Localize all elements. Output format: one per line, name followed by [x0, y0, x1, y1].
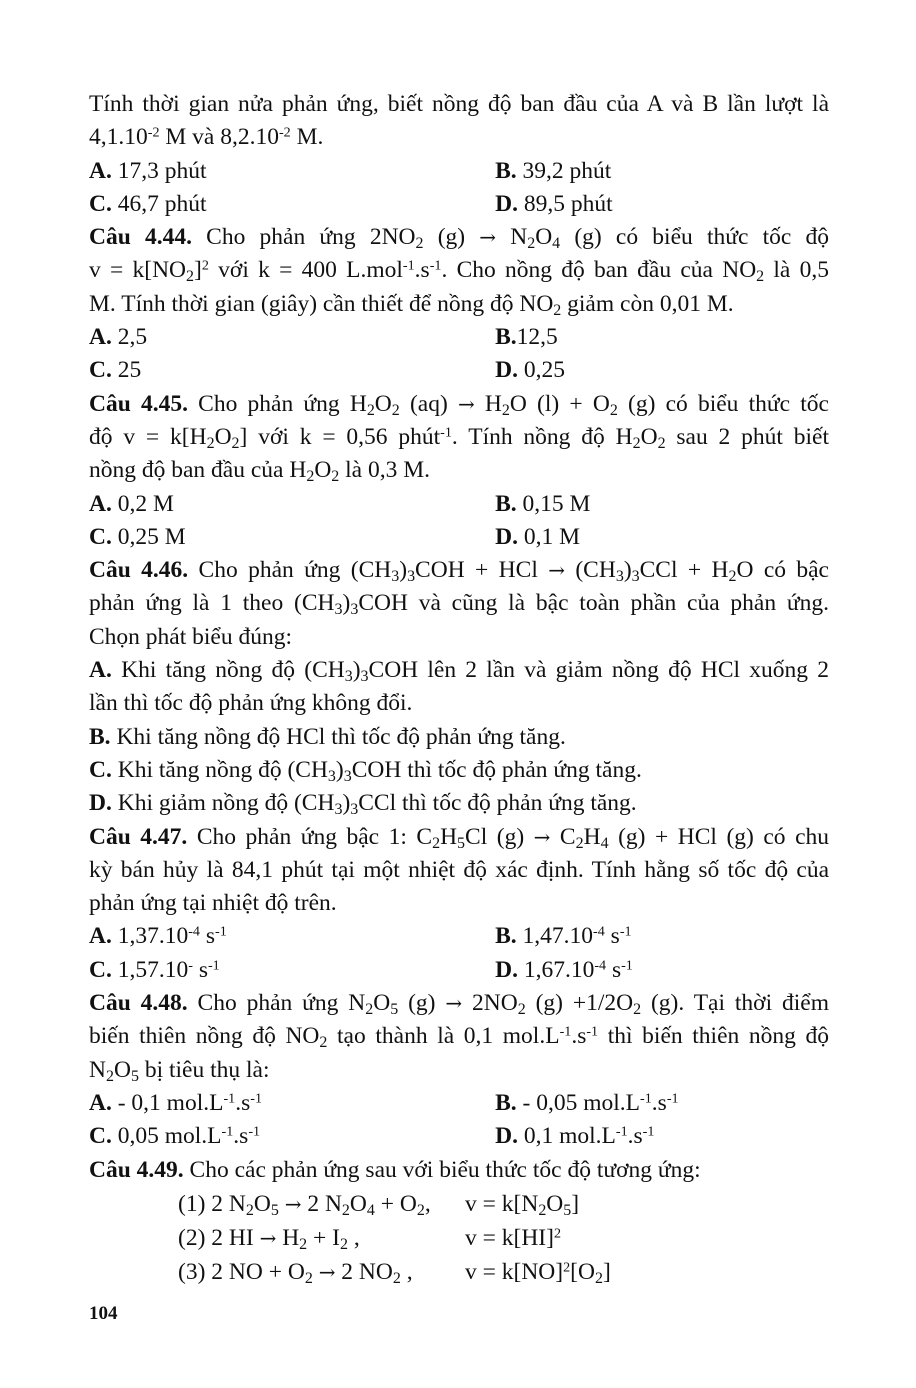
q44-stem-line2: $v = k[NO_2]^2$ với k = 400 $L.mol^{-1}.s^{-1}$. Cho nồng độ ban đầu của $NO_2$ là 0,5: [89, 257, 829, 286]
q49-reaction-2-rate: v = k[HI]$^2$: [465, 1225, 561, 1251]
q48-stem-line1: Câu 4.48. Cho phản ứng $N_2O_5$ $(g) \to 2NO_2$ $(g) +1/2O_2$ (g). Tại thời điểm: [89, 990, 830, 1018]
q45-option-d: D. 0,1 M: [495, 523, 580, 550]
q49-reaction-1-rate: $v = k[N_2O_5]$: [465, 1190, 580, 1219]
q49-reaction-3-rate: $v = k[NO]^2[O_2]$: [465, 1259, 611, 1288]
q44-option-a: A. 2,5: [89, 324, 148, 351]
q45-stem-line3: nồng độ ban đầu của $H_2O_2$ là 0,3 M.: [89, 457, 431, 486]
q49-reaction-3-equation: (3) 2 NO + $O_2 \to 2$ $NO_2$ ,: [178, 1259, 413, 1288]
q44-stem-line1: Câu 4.44. Cho phản ứng $2NO_2$ $(g) \to N_2O_4$ (g) có biểu thức tốc độ: [89, 224, 829, 253]
q48-option-c: C. 0,05 $mol.L^{-1}.s^{-1}$: [89, 1123, 261, 1150]
q43-options-row1: [89, 155, 829, 188]
q45-option-b: B. 0,15 M: [495, 490, 591, 517]
q48-stem-line3: $N_2O_5$ bị tiêu thụ là:: [89, 1056, 270, 1085]
q45-option-c: C. 0,25 M: [89, 523, 186, 550]
q44-stem-line3: M. Tính thời gian (giây) cần thiết để nồng độ $NO_2$ giảm còn 0,01 M.: [89, 290, 734, 319]
q43-stem-line2: $4,1.10^{-2}$ M và $8,2.10^{-2}$ M.: [89, 124, 324, 151]
q48-option-b: B. - 0,05 $mol.L^{-1}.s^{-1}$: [495, 1089, 679, 1116]
q47-stem-line3: phản ứng tại nhiệt độ trên.: [89, 890, 337, 917]
q48-options-row2: [89, 1120, 829, 1153]
q43-option-a: A. 17,3 phút: [89, 157, 207, 184]
q46-option-a-line2: lần thì tốc độ phản ứng không đổi.: [89, 690, 413, 717]
q48-option-d: D. 0,1 $mol.L^{-1}.s^{-1}$: [495, 1123, 655, 1150]
q44-option-c: C. 25: [89, 357, 142, 384]
q46-stem-line2: phản ứng là 1 theo $(CH_3)_3COH$ và cũng là bậc toàn phần của phản ứng.: [89, 590, 830, 619]
q43-stem-line1: Tính thời gian nửa phản ứng, biết nồng độ ban đầu của A và B lần lượt là: [89, 91, 829, 117]
q44-option-b: B.12,5: [495, 324, 558, 351]
q46-option-a-line1: A. Khi tăng nồng độ $(CH_3)_3COH$ lên 2 lần và giảm nồng độ HCl xuống 2: [89, 657, 829, 686]
q43-option-b: B. 39,2 phút: [495, 157, 612, 184]
q44-option-d: D. 0,25: [495, 357, 565, 384]
q46-option-c: C. Khi tăng nồng độ $(CH_3)_3COH$ thì tốc độ phản ứng tăng.: [89, 756, 642, 785]
q49-reaction-3: [89, 1255, 829, 1289]
q49-reaction-2-equation: (2) 2 HI → $H_2 + I_2$ ,: [178, 1225, 360, 1253]
q47-option-d: D. $1,67.10^{-4}$ $s^{-1}$: [495, 956, 633, 983]
q45-option-a: A. 0,2 M: [89, 490, 174, 517]
q43-options-row2: [89, 188, 829, 221]
q47-option-c: C. 1,57.10- $s^{-1}$: [89, 956, 220, 983]
q45-options-row1: [89, 488, 829, 521]
q43-option-c: C. 46,7 phút: [89, 190, 207, 217]
q49-reaction-1: [89, 1187, 829, 1221]
q46-option-b: B. Khi tăng nồng độ HCl thì tốc độ phản ứng tăng.: [89, 723, 566, 750]
q47-options-row2: [89, 954, 829, 987]
q47-stem-line1: Câu 4.47. Cho phản ứng bậc 1: $C_2H_5Cl$ $(g) \to C_2H_4$ (g) + HCl (g) có chu: [89, 823, 830, 852]
q44-options-row1: [89, 321, 829, 354]
q44-options-row2: [89, 354, 829, 387]
q49-reaction-2: [89, 1221, 829, 1255]
q48-option-a: A. - 0,1 $mol.L^{-1}.s^{-1}$: [89, 1089, 263, 1116]
q49-stem: Câu 4.49. Cho các phản ứng sau với biểu thức tốc độ tương ứng:: [89, 1156, 701, 1183]
q47-stem-line2: kỳ bán hủy là 84,1 phút tại một nhiệt độ xác định. Tính hằng số tốc độ của: [89, 856, 829, 883]
q45-stem-line2: độ $v = k[H_2O_2]$ với k = 0,56 phút$^{-1}$. Tính nồng độ $H_2O_2$ sau 2 phút biết: [89, 423, 829, 452]
q46-stem-line3: Chọn phát biểu đúng:: [89, 623, 292, 650]
q47-option-a: A. $1,37.10^{-4}$ $s^{-1}$: [89, 923, 227, 950]
q48-options-row1: [89, 1087, 829, 1120]
q45-options-row2: [89, 521, 829, 554]
q45-stem-line1: Câu 4.45. Cho phản ứng $H_2O_2$ $(aq) \to H_2O$ $(l) + O_2$ (g) có biểu thức tốc: [89, 390, 829, 419]
q46-stem-line1: Câu 4.46. Cho phản ứng $(CH_3)_3COH$ + HCl → $(CH_3)_3CCl + H_2O$ có bậc: [89, 557, 829, 586]
page-number: 104: [89, 1303, 118, 1324]
page-content: [89, 88, 829, 1289]
q43-option-d: D. 89,5 phút: [495, 190, 613, 217]
q49-reaction-1-equation: (1) 2 $N_2O_5 \to 2$ $N_2O_4 + O_2$,: [178, 1190, 431, 1219]
q47-options-row1: [89, 920, 829, 953]
q47-option-b: B. $1,47.10^{-4}$ $s^{-1}$: [495, 923, 632, 950]
q46-option-d: D. Khi giảm nồng độ $(CH_3)_3CCl$ thì tốc độ phản ứng tăng.: [89, 790, 637, 819]
q48-stem-line2: biến thiên nồng độ $NO_2$ tạo thành là 0,1 $mol.L^{-1}.s^{-1}$ thì biến thiên nồng độ: [89, 1023, 830, 1052]
